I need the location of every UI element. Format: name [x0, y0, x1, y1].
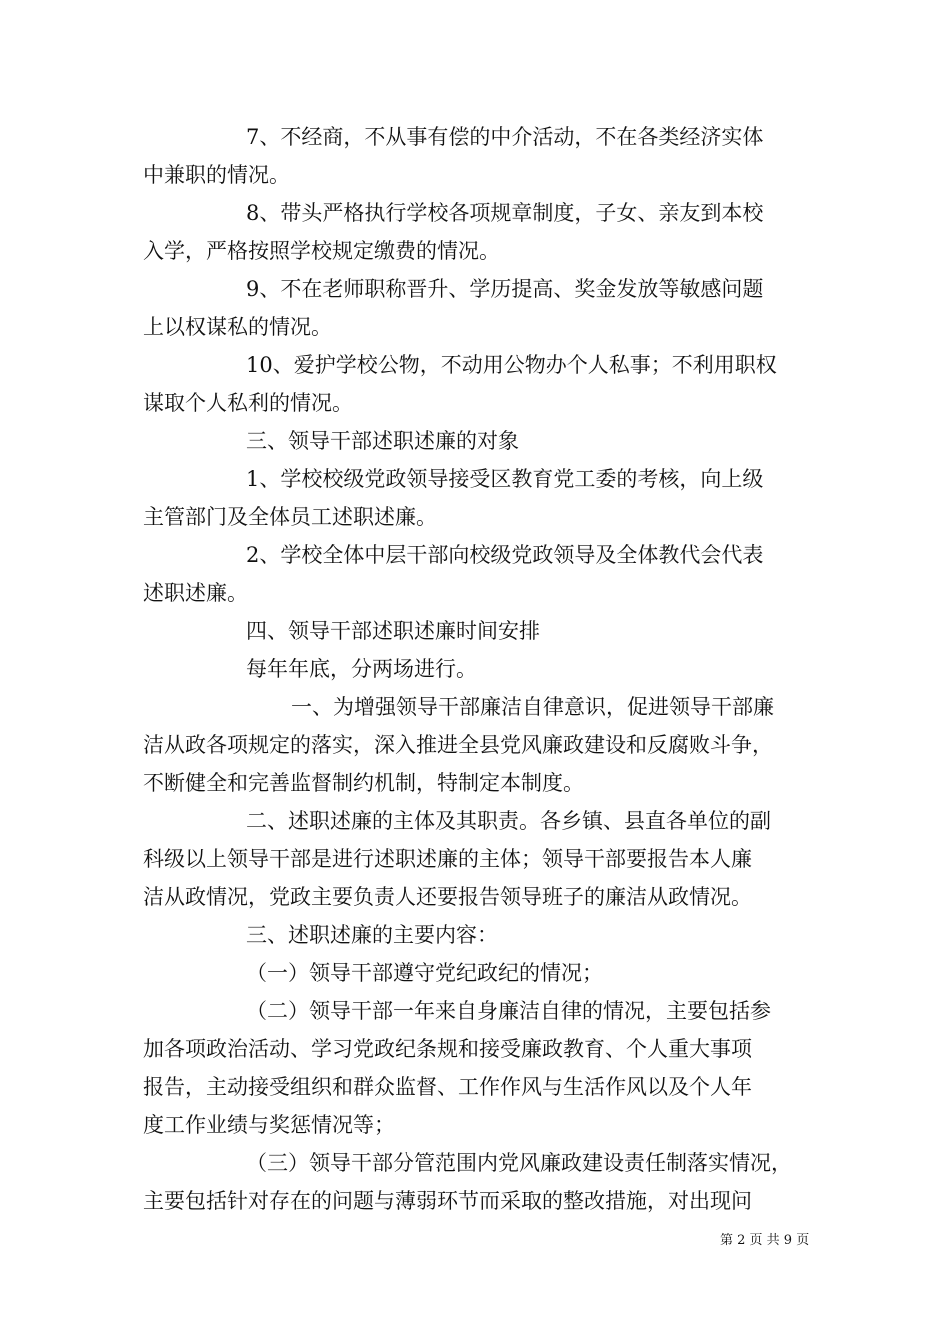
text-line: 二、述职述廉的主体及其职责。各乡镇、县直各单位的副 [246, 809, 771, 833]
text-line: 每年年底，分两场进行。 [246, 657, 477, 681]
text-line: 9、不在老师职称晋升、学历提高、奖金发放等敏感问题 [246, 277, 764, 301]
page-number: 第 2 页 共 9 页 [720, 1233, 810, 1248]
text-line: 上以权谋私的情况。 [143, 315, 332, 339]
text-line: 度工作业绩与奖惩情况等； [143, 1113, 395, 1137]
text-line: 1、学校校级党政领导接受区教育党工委的考核，向上级 [246, 467, 764, 491]
text-line: 10、爱护学校公物，不动用公物办个人私事；不利用职权 [246, 353, 777, 377]
text-line: 述职述廉。 [143, 581, 248, 605]
text-line: 2、学校全体中层干部向校级党政领导及全体教代会代表 [246, 543, 764, 567]
text-line: 主要包括针对存在的问题与薄弱环节而采取的整改措施，对出现问 [143, 1189, 752, 1213]
text-line: 8、带头严格执行学校各项规章制度，子女、亲友到本校 [246, 201, 764, 225]
text-line: 洁从政各项规定的落实，深入推进全县党风廉政建设和反腐败斗争， [143, 733, 773, 757]
text-line: 7、不经商，不从事有偿的中介活动，不在各类经济实体 [246, 125, 764, 149]
text-line: 主管部门及全体员工述职述廉。 [143, 505, 437, 529]
text-line: 四、领导干部述职述廉时间安排 [246, 619, 540, 643]
text-line: 报告，主动接受组织和群众监督、工作作风与生活作风以及个人年 [143, 1075, 752, 1099]
text-line: 入学，严格按照学校规定缴费的情况。 [143, 239, 500, 263]
text-line: 一、为增强领导干部廉洁自律意识，促进领导干部廉 [291, 695, 774, 719]
text-line: 三、述职述廉的主要内容： [246, 923, 498, 947]
body-text [143, 118, 813, 1220]
text-line: （三）领导干部分管范围内党风廉政建设责任制落实情况， [246, 1151, 792, 1175]
text-line: 科级以上领导干部是进行述职述廉的主体；领导干部要报告本人廉 [143, 847, 752, 871]
text-line: 三、领导干部述职述廉的对象 [246, 429, 519, 453]
text-line: 洁从政情况，党政主要负责人还要报告领导班子的廉洁从政情况。 [143, 885, 752, 909]
text-line: 不断健全和完善监督制约机制，特制定本制度。 [143, 771, 584, 795]
text-line: （一）领导干部遵守党纪政纪的情况； [246, 961, 603, 985]
text-line: （二）领导干部一年来自身廉洁自律的情况，主要包括参 [246, 999, 771, 1023]
text-line: 加各项政治活动、学习党政纪条规和接受廉政教育、个人重大事项 [143, 1037, 752, 1061]
text-line: 谋取个人私利的情况。 [143, 391, 353, 415]
text-line: 中兼职的情况。 [143, 163, 290, 187]
